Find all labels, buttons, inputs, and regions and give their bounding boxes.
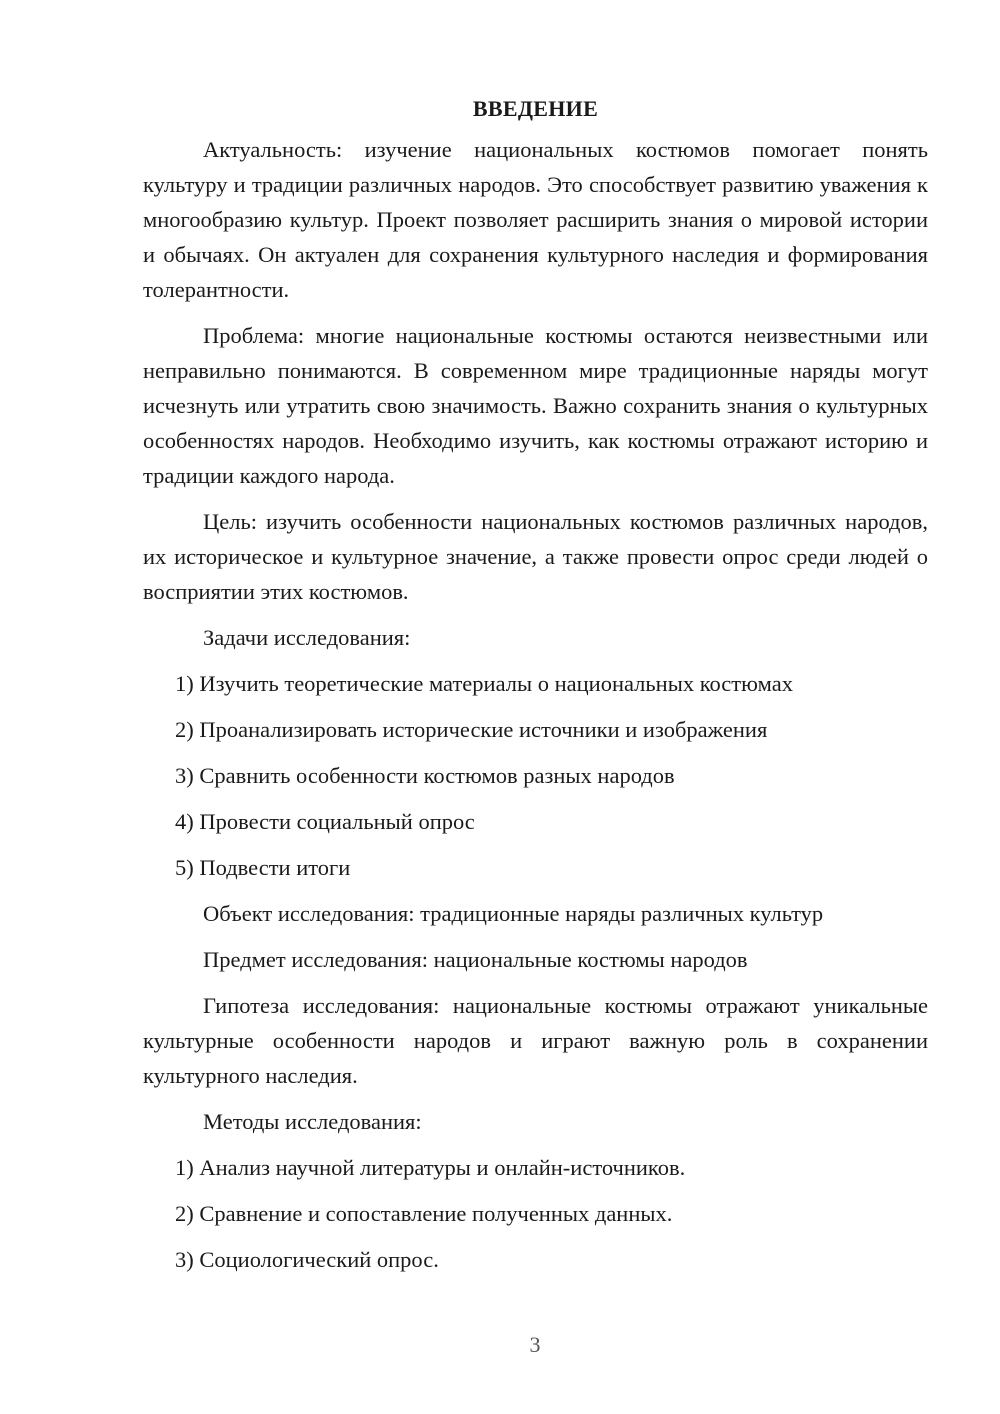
relevance-paragraph: Актуальность: изучение национальных костюмов помогает понять культуру и традиции различных народов. Это способствует развитию уважения к многообразию культур. Проект позволяет расширить знания о мировой истории и обычаях. Он актуален для сохранения культурного наследия и формирования толерантности.	[143, 137, 928, 302]
research-object: Объект исследования: традиционные наряды различных культур	[203, 901, 824, 926]
task-item: 5) Подвести итоги	[175, 855, 351, 880]
page-title: ВВЕДЕНИЕ	[472, 96, 599, 121]
task-item: 3) Сравнить особенности костюмов разных народов	[175, 763, 675, 788]
methods-heading: Методы исследования:	[203, 1109, 422, 1134]
tasks-heading: Задачи исследования:	[203, 625, 411, 650]
method-item: 2) Сравнение и сопоставление полученных данных.	[175, 1201, 673, 1226]
page-number: 3	[529, 1332, 541, 1357]
hypothesis-paragraph: Гипотеза исследования: национальные костюмы отражают уникальные культурные особенности народов и играют важную роль в сохранении культурного наследия.	[143, 993, 928, 1088]
document-page	[143, 92, 928, 1288]
task-item: 4) Провести социальный опрос	[175, 809, 475, 834]
task-item: 2) Проанализировать исторические источники и изображения	[175, 717, 768, 742]
research-subject: Предмет исследования: национальные костюмы народов	[203, 947, 748, 972]
task-item: 1) Изучить теоретические материалы о национальных костюмах	[175, 671, 793, 696]
problem-paragraph: Проблема: многие национальные костюмы остаются неизвестными или неправильно понимаются. В современном мире традиционные наряды могут исчезнуть или утратить свою значимость. Важно сохранить знания о культурных особенностях народов. Необходимо изучить, как костюмы отражают историю и традиции каждого народа.	[143, 323, 928, 488]
method-item: 3) Социологический опрос.	[175, 1247, 439, 1272]
method-item: 1) Анализ научной литературы и онлайн-источников.	[175, 1155, 686, 1180]
goal-paragraph: Цель: изучить особенности национальных костюмов различных народов, их историческое и культурное значение, а также провести опрос среди людей о восприятии этих костюмов.	[143, 509, 928, 604]
